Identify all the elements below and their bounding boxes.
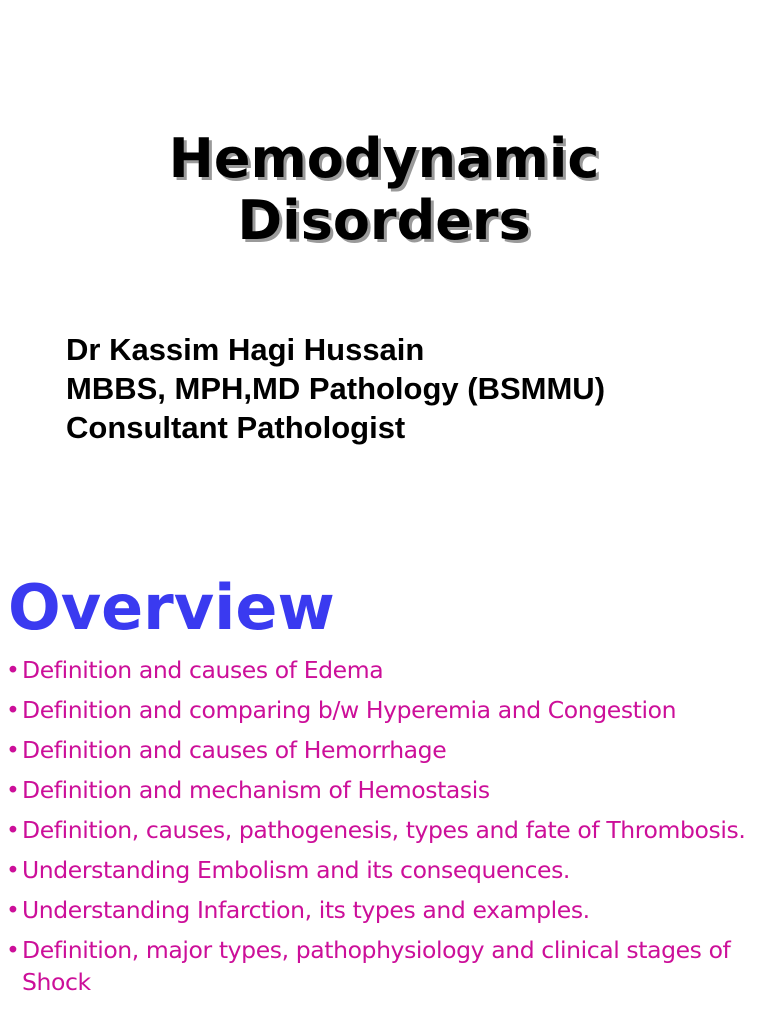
author-degrees: MBBS, MPH,MD Pathology (BSMMU) — [66, 371, 606, 406]
author-name: Dr Kassim Hagi Hussain — [66, 332, 425, 367]
author-position: Consultant Pathologist — [66, 410, 406, 445]
bullet-icon: • — [6, 896, 20, 924]
list-item — [6, 814, 764, 846]
list-item-text: Definition, causes, pathogenesis, types and fate of Thrombosis. — [22, 816, 746, 844]
list-item-text: Understanding Embolism and its consequences. — [22, 856, 570, 884]
list-item — [6, 774, 764, 806]
overview-heading: Overview — [8, 571, 335, 644]
list-item-text: Definition and comparing b/w Hyperemia and Congestion — [22, 696, 677, 724]
list-item — [6, 694, 764, 726]
list-item-text: Understanding Infarction, its types and examples. — [22, 896, 590, 924]
slide-title — [0, 128, 768, 252]
list-item — [6, 934, 764, 998]
bullet-icon: • — [6, 736, 20, 764]
list-item-text: Definition and mechanism of Hemostasis — [22, 776, 490, 804]
bullet-icon: • — [6, 656, 20, 684]
slide-title-line-2: Disorders — [237, 189, 531, 252]
author-block — [66, 330, 605, 447]
list-item-text: Definition, major types, pathophysiology and clinical stages of Shock — [22, 936, 731, 996]
list-item-text: Definition and causes of Hemorrhage — [22, 736, 447, 764]
overview-list — [6, 654, 764, 1006]
bullet-icon: • — [6, 776, 20, 804]
bullet-icon: • — [6, 816, 20, 844]
list-item-text: Definition and causes of Edema — [22, 656, 384, 684]
bullet-icon: • — [6, 936, 20, 964]
bullet-icon: • — [6, 696, 20, 724]
list-item — [6, 734, 764, 766]
list-item — [6, 894, 764, 926]
bullet-icon: • — [6, 856, 20, 884]
slide-title-line-1: Hemodynamic — [168, 127, 600, 190]
list-item — [6, 654, 764, 686]
list-item — [6, 854, 764, 886]
